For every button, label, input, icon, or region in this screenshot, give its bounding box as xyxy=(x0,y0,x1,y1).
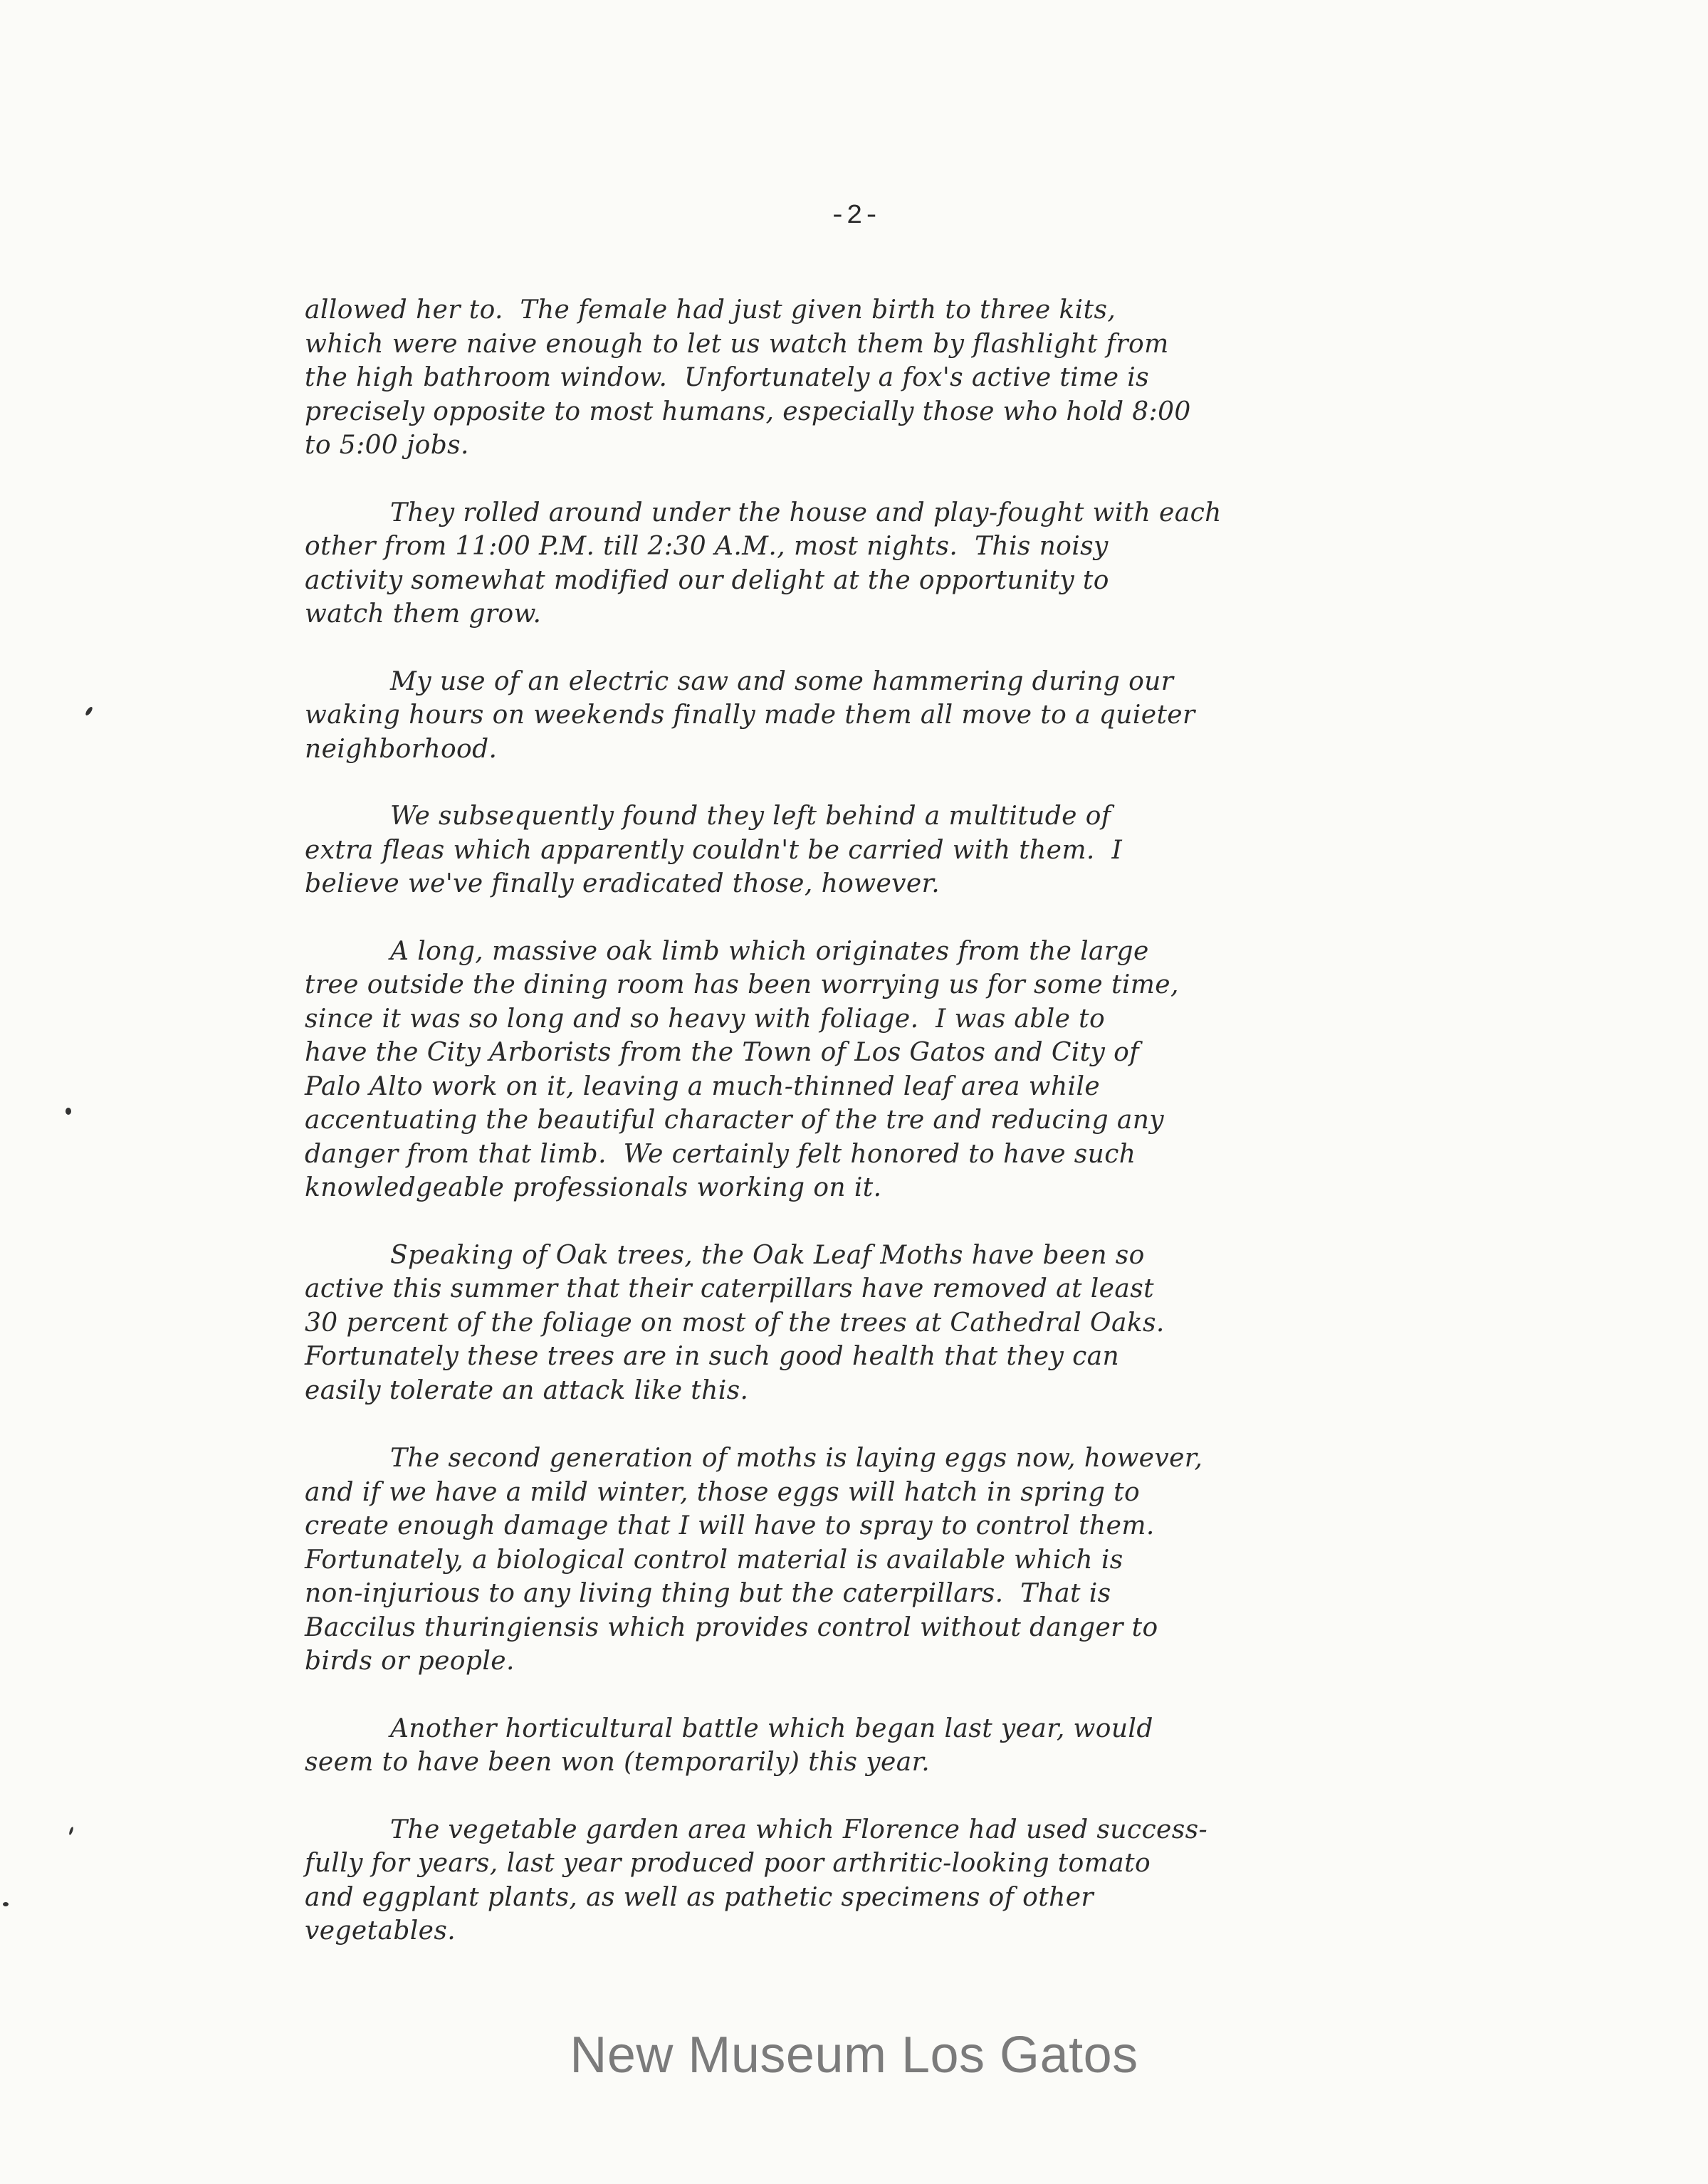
text-line: have the City Arborists from the Town of Los Gatos and City of xyxy=(305,1038,1139,1067)
text-line: seem to have been won (temporarily) this year. xyxy=(305,1748,931,1777)
text-line: fully for years, last year produced poor arthritic-looking tomato xyxy=(305,1849,1151,1878)
letter-body xyxy=(305,293,1419,1982)
text-line: neighborhood. xyxy=(305,734,498,764)
text-line: waking hours on weekends finally made them all move to a quieter xyxy=(305,700,1195,730)
text-line: and eggplant plants, as well as pathetic specimens of other xyxy=(305,1882,1094,1912)
text-line: since it was so long and so heavy with foliage. I was able to xyxy=(305,1004,1106,1034)
text-line: birds or people. xyxy=(305,1647,515,1676)
text-line: activity somewhat modified our delight at the opportunity to xyxy=(305,565,1109,595)
text-line: which were naive enough to let us watch them by flashlight from xyxy=(305,329,1169,359)
text-line: active this summer that their caterpillars have removed at least xyxy=(305,1274,1154,1303)
text-line: extra fleas which apparently couldn't be carried with them. I xyxy=(305,835,1123,865)
text-line: the high bathroom window. Unfortunately a fox's active time is xyxy=(305,363,1150,392)
text-line: believe we've finally eradicated those, however. xyxy=(305,869,941,898)
text-line: We subsequently found they left behind a multitude of xyxy=(390,802,1111,831)
text-line: non-injurious to any living thing but the caterpillars. That is xyxy=(305,1579,1111,1608)
text-line: 30 percent of the foliage on most of the trees at Cathedral Oaks. xyxy=(305,1308,1165,1338)
margin-mark xyxy=(3,1902,9,1906)
paragraph xyxy=(305,665,1419,767)
margin-mark xyxy=(66,1108,71,1115)
text-line: knowledgeable professionals working on it. xyxy=(305,1173,882,1202)
text-line: danger from that limb. We certainly felt honored to have such xyxy=(305,1139,1136,1169)
margin-mark xyxy=(68,1827,74,1836)
paragraph xyxy=(305,799,1419,901)
text-line: Fortunately, a biological control material is available which is xyxy=(305,1545,1123,1575)
paragraph xyxy=(305,1712,1419,1780)
paragraph xyxy=(305,935,1419,1205)
paragraph xyxy=(305,496,1419,631)
text-line: Palo Alto work on it, leaving a much-thinned leaf area while xyxy=(305,1071,1101,1101)
text-line: A long, massive oak limb which originates from the large xyxy=(390,936,1149,966)
text-line: other from 11:00 P.M. till 2:30 A.M., most nights. This noisy xyxy=(305,532,1109,561)
text-line: Speaking of Oak trees, the Oak Leaf Moths have been so xyxy=(390,1240,1145,1270)
page-number: -2- xyxy=(829,201,881,231)
text-line: tree outside the dining room has been worrying us for some time, xyxy=(305,970,1179,999)
paragraph xyxy=(305,293,1419,463)
text-line: My use of an electric saw and some hammering during our xyxy=(390,666,1174,696)
text-line: watch them grow. xyxy=(305,599,542,629)
text-line: precisely opposite to most humans, especially those who hold 8:00 xyxy=(305,397,1191,426)
text-line: Baccilus thuringiensis which provides control without danger to xyxy=(305,1612,1158,1642)
paragraph xyxy=(305,1239,1419,1408)
text-line: The vegetable garden area which Florence had used success- xyxy=(390,1815,1208,1844)
museum-watermark: New Museum Los Gatos xyxy=(570,2027,1138,2084)
paragraph xyxy=(305,1442,1419,1679)
paragraph xyxy=(305,1813,1419,1948)
text-line: Fortunately these trees are in such good health that they can xyxy=(305,1342,1120,1371)
text-line: vegetables. xyxy=(305,1916,456,1946)
text-line: and if we have a mild winter, those eggs will hatch in spring to xyxy=(305,1477,1141,1507)
text-line: create enough damage that I will have to spray to control them. xyxy=(305,1511,1155,1540)
text-line: accentuating the beautiful character of the tre and reducing any xyxy=(305,1106,1165,1135)
margin-mark xyxy=(85,706,94,717)
text-line: The second generation of moths is laying eggs now, however, xyxy=(390,1444,1203,1473)
text-line: They rolled around under the house and play-fought with each xyxy=(390,498,1222,527)
text-line: to 5:00 jobs. xyxy=(305,431,469,460)
text-line: easily tolerate an attack like this. xyxy=(305,1375,749,1405)
text-line: Another horticultural battle which began last year, would xyxy=(390,1713,1153,1743)
text-line: allowed her to. The female had just given birth to three kits, xyxy=(305,295,1116,325)
